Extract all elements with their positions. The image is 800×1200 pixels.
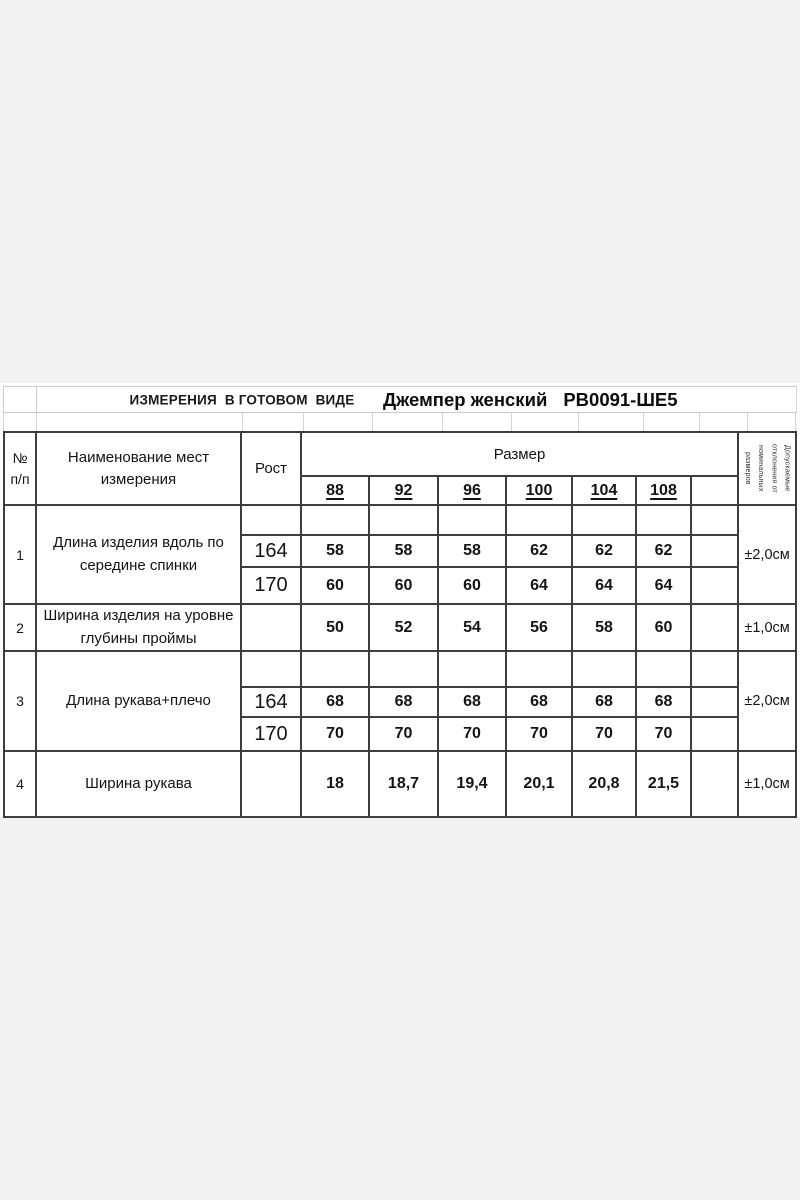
- empty-cell: [572, 651, 636, 687]
- size-col-header: [506, 476, 572, 505]
- size-label: 108: [650, 481, 677, 499]
- header-num-line2: п/п: [10, 470, 30, 487]
- value-cell: 70: [636, 717, 691, 751]
- tolerance-note: Допускаемые отклонения от номинальных размеров: [743, 444, 791, 493]
- empty-cell: [636, 505, 691, 535]
- product-name: Джемпер женский: [383, 389, 548, 410]
- size-label: 88: [326, 481, 344, 499]
- value-cell: 68: [301, 687, 369, 717]
- empty-cell: [691, 476, 738, 505]
- header-num: [4, 432, 36, 505]
- empty-cell: [691, 687, 738, 717]
- size-label: 96: [463, 481, 481, 499]
- empty-cell: [572, 505, 636, 535]
- empty-cell: [241, 651, 301, 687]
- header-rost: Рост: [241, 432, 301, 505]
- row-name: Ширина изделия на уровне глубины проймы: [36, 604, 241, 651]
- row1-blank: [4, 505, 796, 535]
- tolerance-value: ±1,0см: [738, 604, 796, 651]
- value-cell: 58: [301, 535, 369, 567]
- value-cell: 68: [506, 687, 572, 717]
- title-row: [3, 386, 797, 413]
- header-num-line1: №: [12, 449, 28, 466]
- row-name: Длина рукава+плечо: [36, 651, 241, 751]
- empty-cell: [438, 651, 506, 687]
- rost-value: 164: [241, 687, 301, 717]
- empty-cell: [369, 505, 438, 535]
- spacer-cell: [512, 413, 579, 432]
- value-cell: 56: [506, 604, 572, 651]
- value-cell: 60: [636, 604, 691, 651]
- size-table: [3, 431, 797, 818]
- empty-cell: [241, 505, 301, 535]
- value-cell: 60: [369, 567, 438, 604]
- empty-cell: [691, 505, 738, 535]
- row-name: Длина изделия вдоль по середине спинки: [36, 505, 241, 604]
- value-cell: 54: [438, 604, 506, 651]
- value-cell: 52: [369, 604, 438, 651]
- spacer-cell: [243, 413, 304, 432]
- value-cell: 70: [438, 717, 506, 751]
- spacer-cell: [579, 413, 644, 432]
- spacer-cell: [4, 413, 37, 432]
- size-col-header: [636, 476, 691, 505]
- value-cell: 70: [301, 717, 369, 751]
- row-name: Ширина рукава: [36, 751, 241, 817]
- empty-cell: [301, 651, 369, 687]
- value-cell: 68: [636, 687, 691, 717]
- value-cell: 19,4: [438, 751, 506, 817]
- value-cell: 21,5: [636, 751, 691, 817]
- empty-cell: [691, 535, 738, 567]
- size-col-header: [438, 476, 506, 505]
- product-article: РВ0091-ШЕ5: [563, 389, 678, 410]
- empty-cell: [691, 717, 738, 751]
- empty-cell: [506, 651, 572, 687]
- header-tolerance: [738, 432, 796, 505]
- value-cell: 64: [636, 567, 691, 604]
- spacer-cell: [700, 413, 748, 432]
- value-cell: 68: [572, 687, 636, 717]
- value-cell: 68: [369, 687, 438, 717]
- empty-cell: [691, 567, 738, 604]
- title-row-main-cell: [37, 387, 796, 413]
- row-number: 1: [4, 505, 36, 604]
- empty-cell: [636, 651, 691, 687]
- spacer-cell: [304, 413, 373, 432]
- size-label: 104: [590, 481, 618, 499]
- value-cell: 70: [369, 717, 438, 751]
- spacer-cell: [443, 413, 512, 432]
- empty-cell: [691, 604, 738, 651]
- row-number: 4: [4, 751, 36, 817]
- value-cell: 60: [438, 567, 506, 604]
- title-row-empty-cell: [4, 387, 37, 413]
- value-cell: 50: [301, 604, 369, 651]
- row3-blank: [4, 651, 796, 687]
- value-cell: 70: [506, 717, 572, 751]
- value-cell: 64: [572, 567, 636, 604]
- rost-value: 170: [241, 717, 301, 751]
- value-cell: 70: [572, 717, 636, 751]
- row4: [4, 751, 796, 817]
- spacer-cell: [37, 413, 243, 432]
- empty-cell: [691, 651, 738, 687]
- empty-cell: [369, 651, 438, 687]
- measurements-subtitle: ИЗМЕРЕНИЯ В ГОТОВОМ ВИДЕ: [129, 392, 355, 408]
- value-cell: 20,8: [572, 751, 636, 817]
- header-razmer: Размер: [301, 432, 738, 476]
- header-row-1: [4, 432, 796, 476]
- size-label: 100: [525, 481, 553, 499]
- value-cell: 60: [301, 567, 369, 604]
- empty-cell: [301, 505, 369, 535]
- spacer-cell: [748, 413, 796, 432]
- value-cell: 62: [636, 535, 691, 567]
- row-number: 3: [4, 651, 36, 751]
- row-number: 2: [4, 604, 36, 651]
- value-cell: 58: [438, 535, 506, 567]
- tolerance-value: ±2,0см: [738, 651, 796, 751]
- tolerance-value: ±2,0см: [738, 505, 796, 604]
- spacer-row: [3, 412, 796, 432]
- spacer-cell: [373, 413, 443, 432]
- spacer-cell: [644, 413, 700, 432]
- size-label: 92: [394, 481, 413, 499]
- size-col-header: [369, 476, 438, 505]
- value-cell: 18: [301, 751, 369, 817]
- value-cell: 64: [506, 567, 572, 604]
- rost-value: 164: [241, 535, 301, 567]
- empty-cell: [506, 505, 572, 535]
- empty-cell: [691, 751, 738, 817]
- size-col-header: [301, 476, 369, 505]
- value-cell: 58: [572, 604, 636, 651]
- header-name: Наименование мест измерения: [36, 432, 241, 505]
- product-title: [383, 389, 678, 411]
- size-col-header: [572, 476, 636, 505]
- value-cell: 20,1: [506, 751, 572, 817]
- empty-cell: [241, 604, 301, 651]
- value-cell: 68: [438, 687, 506, 717]
- empty-cell: [438, 505, 506, 535]
- value-cell: 62: [506, 535, 572, 567]
- empty-cell: [241, 751, 301, 817]
- value-cell: 58: [369, 535, 438, 567]
- tolerance-value: ±1,0см: [738, 751, 796, 817]
- value-cell: 62: [572, 535, 636, 567]
- row2: [4, 604, 796, 651]
- value-cell: 18,7: [369, 751, 438, 817]
- rost-value: 170: [241, 567, 301, 604]
